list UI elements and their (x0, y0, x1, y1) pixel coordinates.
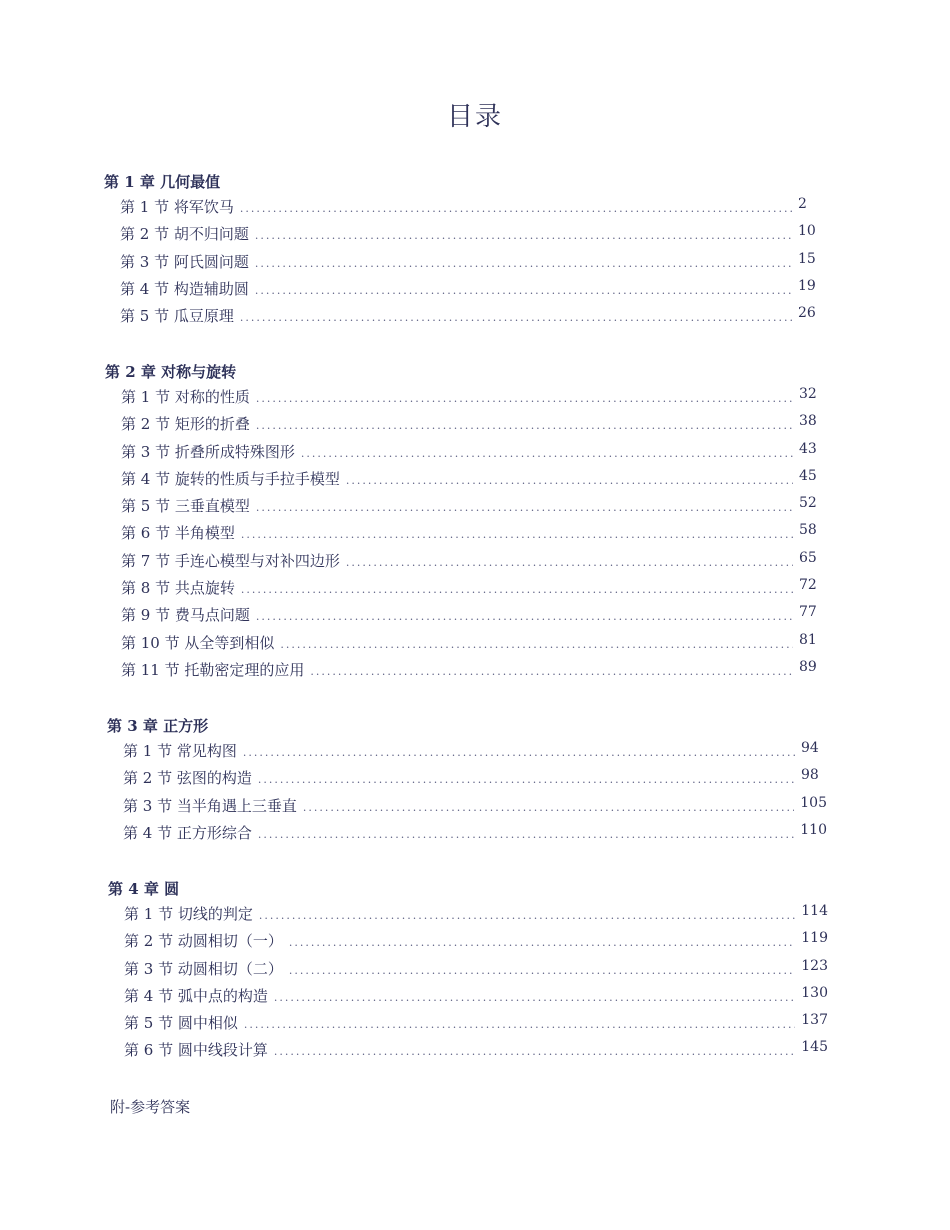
section-title: 第 1 节 切线的判定 (124, 905, 253, 923)
page-number: 58 (799, 522, 817, 539)
toc-entry[interactable] (105, 466, 825, 493)
toc-entry[interactable] (105, 548, 825, 575)
leader-dots (301, 440, 793, 467)
toc-entry[interactable] (105, 602, 825, 629)
section-title: 第 4 节 弧中点的构造 (124, 986, 268, 1005)
page-number: 137 (801, 1012, 828, 1029)
section-title: 第 10 节 从全等到相似 (121, 633, 275, 652)
toc-entry[interactable] (104, 276, 824, 303)
toc-entry[interactable] (105, 384, 825, 411)
leader-dots (255, 277, 792, 304)
leader-dots (259, 902, 795, 929)
leader-dots (241, 521, 793, 548)
leader-dots (280, 631, 793, 658)
page-number: 105 (800, 794, 827, 811)
leader-dots (289, 929, 795, 956)
chapter-title[interactable]: 第 2 章 对称与旋转 (105, 363, 237, 381)
chapter-block (105, 360, 825, 684)
leader-dots (240, 304, 792, 331)
leader-dots (256, 603, 793, 630)
page-number: 32 (799, 386, 817, 402)
leader-dots (258, 766, 795, 793)
page-title: 目录 (446, 102, 503, 132)
page-number: 130 (801, 984, 828, 1001)
leader-dots (255, 250, 792, 277)
leader-dots (256, 412, 793, 439)
appendix-link[interactable]: 附-参考答案 (110, 1098, 191, 1116)
page-number: 77 (799, 604, 817, 621)
toc-entry[interactable] (107, 738, 827, 765)
leader-dots (241, 576, 793, 603)
toc-entry[interactable] (104, 249, 824, 276)
section-title: 第 5 节 圆中相似 (124, 1014, 238, 1033)
page-number: 65 (799, 549, 817, 566)
section-title: 第 1 节 对称的性质 (121, 388, 250, 406)
leader-dots (258, 821, 794, 848)
leader-dots (346, 549, 793, 576)
section-title: 第 9 节 费马点问题 (121, 606, 250, 625)
section-title: 第 3 节 折叠所成特殊图形 (121, 442, 295, 461)
toc-entry[interactable] (107, 793, 827, 820)
toc-entry[interactable] (105, 411, 825, 438)
page-number: 114 (801, 903, 828, 919)
page-number: 45 (799, 467, 817, 484)
section-title: 第 4 节 构造辅助圆 (120, 279, 249, 298)
page-number: 52 (799, 495, 817, 512)
section-title: 第 2 节 胡不归问题 (120, 225, 249, 244)
leader-dots (240, 195, 792, 222)
section-title: 第 4 节 正方形综合 (123, 823, 252, 842)
page-number: 72 (799, 577, 817, 594)
section-title: 第 2 节 弦图的构造 (123, 769, 252, 788)
toc-entry[interactable] (108, 983, 828, 1010)
section-title: 第 3 节 当半角遇上三垂直 (123, 796, 297, 815)
toc-entry[interactable] (104, 303, 824, 330)
page-number: 38 (799, 413, 817, 430)
page-number: 119 (801, 930, 828, 947)
leader-dots (256, 385, 793, 412)
section-title: 第 3 节 动圆相切（二） (124, 959, 283, 978)
leader-dots (303, 794, 794, 821)
leader-dots (346, 467, 793, 494)
page-number: 2 (798, 196, 807, 212)
toc-entry[interactable] (105, 630, 825, 657)
page-number: 43 (799, 440, 817, 457)
section-title: 第 2 节 动圆相切（一） (124, 932, 283, 951)
leader-dots (289, 957, 795, 984)
leader-dots (255, 222, 792, 249)
section-title: 第 1 节 常见构图 (123, 742, 237, 760)
toc-entry[interactable] (107, 820, 827, 847)
section-title: 第 8 节 共点旋转 (121, 579, 235, 598)
page-number: 15 (798, 250, 816, 267)
chapter-block (104, 170, 824, 330)
toc-entry[interactable] (108, 901, 828, 928)
section-title: 第 4 节 旋转的性质与手拉手模型 (121, 469, 340, 488)
section-title: 第 11 节 托勒密定理的应用 (121, 660, 305, 679)
toc-entry[interactable] (105, 575, 825, 602)
page-number: 94 (801, 740, 819, 756)
leader-dots (310, 658, 793, 685)
page-number: 145 (801, 1039, 828, 1056)
chapter-title[interactable]: 第 4 章 圆 (108, 880, 180, 898)
chapter-block (107, 714, 827, 847)
chapter-block (108, 877, 828, 1065)
page-number: 26 (798, 305, 816, 322)
toc-entry[interactable] (105, 657, 825, 684)
leader-dots (274, 984, 795, 1011)
chapter-title[interactable]: 第 1 章 几何最值 (104, 173, 221, 191)
page-number: 19 (798, 277, 816, 294)
toc-entry[interactable] (108, 1010, 828, 1037)
page-number: 98 (801, 767, 819, 784)
section-title: 第 1 节 将军饮马 (120, 198, 234, 216)
section-title: 第 7 节 手连心模型与对补四边形 (121, 551, 340, 570)
page-number: 89 (799, 658, 817, 675)
page-number: 81 (799, 631, 817, 648)
chapter-title[interactable]: 第 3 章 正方形 (107, 717, 209, 735)
page-number: 123 (801, 957, 828, 974)
leader-dots (274, 1038, 795, 1065)
toc-entry[interactable] (105, 520, 825, 547)
toc-entry[interactable] (104, 194, 824, 221)
toc-entry[interactable] (105, 439, 825, 466)
section-title: 第 6 节 半角模型 (121, 524, 235, 543)
section-title: 第 3 节 阿氏圆问题 (120, 252, 249, 271)
section-title: 第 5 节 三垂直模型 (121, 497, 250, 516)
section-title: 第 5 节 瓜豆原理 (120, 307, 234, 326)
toc-entry[interactable] (108, 956, 828, 983)
leader-dots (244, 1011, 795, 1038)
page-number: 110 (800, 821, 827, 838)
toc-entry[interactable] (107, 765, 827, 792)
section-title: 第 6 节 圆中线段计算 (124, 1041, 268, 1060)
leader-dots (256, 494, 793, 521)
toc-entry[interactable] (105, 493, 825, 520)
leader-dots (243, 739, 795, 766)
toc-entry[interactable] (108, 928, 828, 955)
toc-entry[interactable] (104, 221, 824, 248)
toc-entry[interactable] (108, 1037, 828, 1064)
page-number: 10 (798, 223, 816, 240)
section-title: 第 2 节 矩形的折叠 (121, 415, 250, 434)
